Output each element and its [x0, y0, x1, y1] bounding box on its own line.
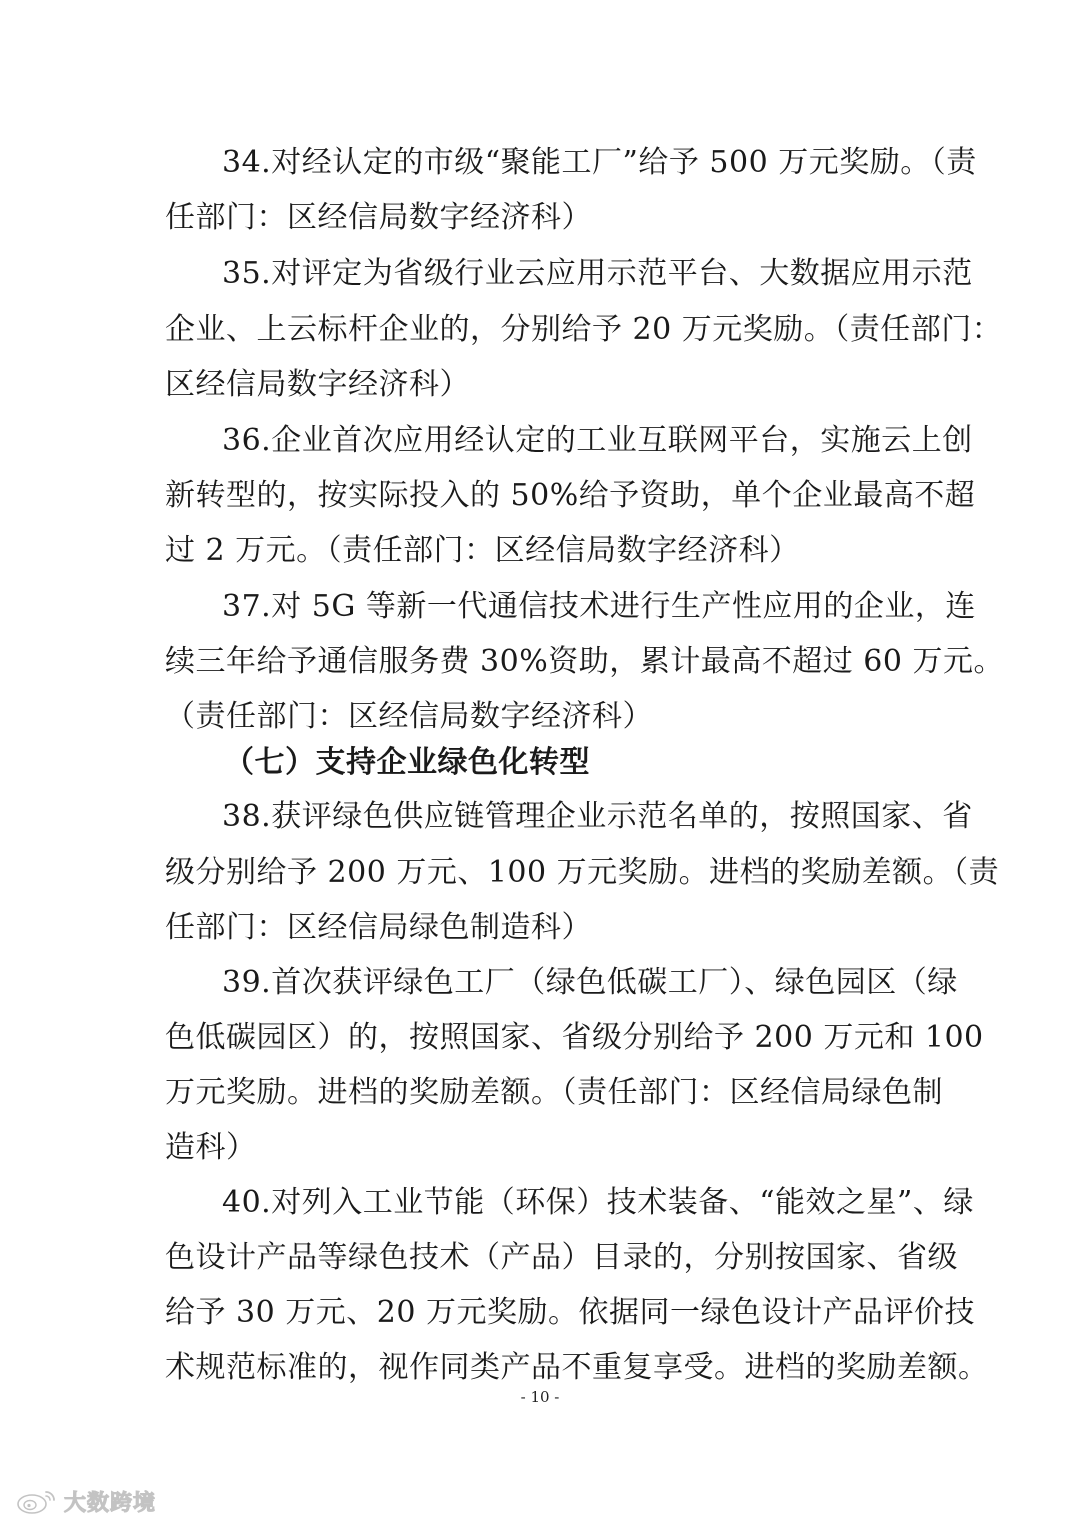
paragraph-35-line-3: 区经信局数字经济科）: [165, 367, 470, 402]
paragraph-36-line-3: 过 2 万元。（责任部门：区经信局数字经济科）: [165, 533, 800, 568]
paragraph-40-line-1: 40.对列入工业节能（环保）技术装备、“能效之星”、绿: [222, 1185, 974, 1220]
paragraph-40-line-4: 术规范标准的，视作同类产品不重复享受。进档的奖励差额。: [165, 1350, 989, 1385]
paragraph-39-line-4: 造科）: [165, 1130, 257, 1165]
paragraph-39-line-2: 色低碳园区）的，按照国家、省级分别给予 200 万元和 100: [165, 1020, 984, 1055]
paragraph-34-line-1: 34.对经认定的市级“聚能工厂”给予 500 万元奖励。（责: [222, 145, 977, 180]
paragraph-36-line-2: 新转型的，按实际投入的 50%给予资助，单个企业最高不超: [165, 478, 976, 513]
paragraph-34-line-2: 任部门：区经信局数字经济科）: [165, 200, 592, 235]
section-heading: （七）支持企业绿色化转型: [224, 745, 590, 780]
watermark: [16, 1486, 156, 1516]
paragraph-36-line-1: 36.企业首次应用经认定的工业互联网平台，实施云上创: [222, 423, 973, 458]
paragraph-38-line-3: 任部门：区经信局绿色制造科）: [165, 910, 592, 945]
paragraph-37-line-3: （责任部门：区经信局数字经济科）: [165, 699, 653, 734]
paragraph-35-line-1: 35.对评定为省级行业云应用示范平台、大数据应用示范: [222, 256, 973, 291]
paragraph-39-line-1: 39.首次获评绿色工厂（绿色低碳工厂）、绿色园区（绿: [222, 965, 958, 1000]
paragraph-39-line-3: 万元奖励。进档的奖励差额。（责任部门：区经信局绿色制: [165, 1075, 943, 1110]
paragraph-35-line-2: 企业、上云标杆企业的，分别给予 20 万元奖励。（责任部门：: [165, 312, 1003, 347]
weibo-icon: [16, 1488, 58, 1514]
paragraph-38-line-2: 级分别给予 200 万元、100 万元奖励。进档的奖励差额。（责: [165, 855, 1000, 890]
watermark-text: 大数跨境: [64, 1490, 157, 1516]
paragraph-38-line-1: 38.获评绿色供应链管理企业示范名单的，按照国家、省: [222, 799, 973, 834]
paragraph-40-line-2: 色设计产品等绿色技术（产品）目录的，分别按国家、省级: [165, 1240, 958, 1275]
paragraph-40-line-3: 给予 30 万元、20 万元奖励。依据同一绿色设计产品评价技: [165, 1295, 975, 1330]
paragraph-37-line-2: 续三年给予通信服务费 30%资助，累计最高不超过 60 万元。: [165, 644, 1004, 679]
paragraph-37-line-1: 37.对 5G 等新一代通信技术进行生产性应用的企业，连: [222, 589, 976, 624]
page-number: - 10 -: [520, 1388, 560, 1406]
